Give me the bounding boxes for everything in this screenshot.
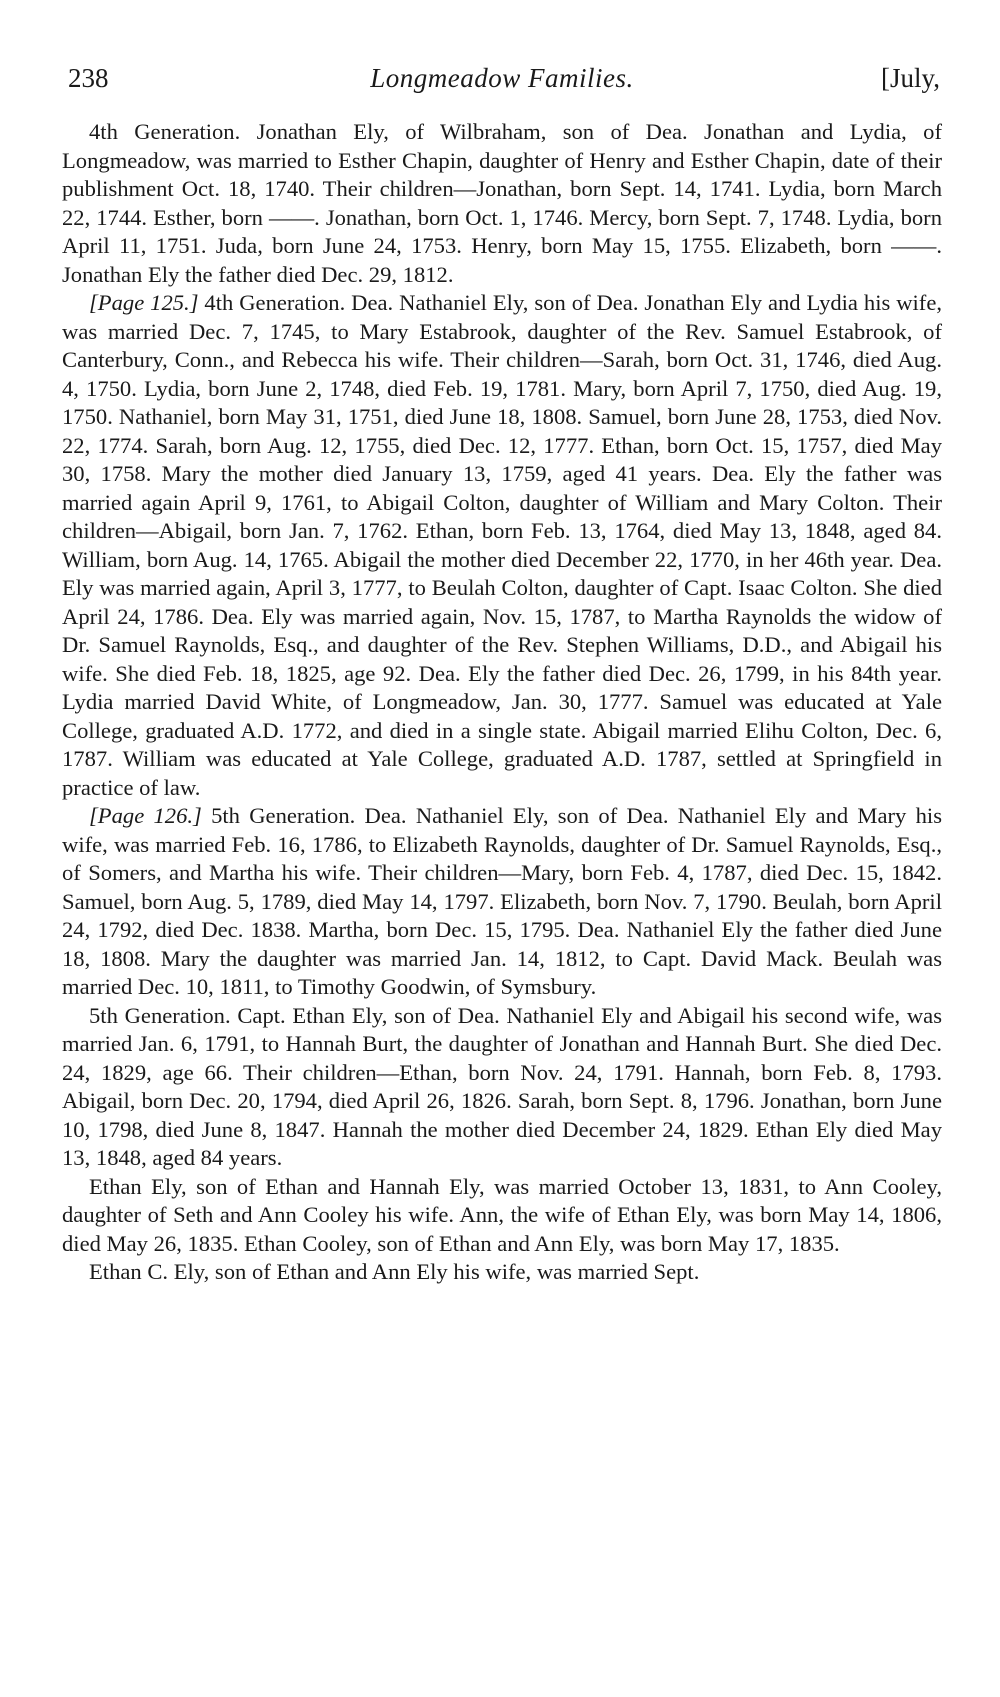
running-header [62,58,942,98]
paragraph-jonathan-ely [62,118,942,289]
paragraph-dea-nathaniel-ely-5th [62,802,942,1002]
running-month: [July, [881,63,940,93]
running-title: Longmeadow Families. [370,63,634,93]
paragraph-capt-ethan-ely [62,1002,942,1173]
page-reference: [Page 126.] [89,803,202,828]
paragraph-text: 4th Generation. Jonathan Ely, of Wilbraham, son of Dea. Jonathan and Lydia, of Longmeadow, was married to Esther Chapin, daughter of Henry and Esther Chapin, date of their publishment Oct. 18, 1740. Their children—Jonathan, born Sept. 14, 1741. Lydia, born March 22, 1744. Esther, born ——. Jonathan, born Oct. 1, 1746. Mercy, born Sept. 7, 1748. Lydia, born April 11, 1751. Juda, born June 24, 1753. Henry, born May 15, 1755. Elizabeth, born ——. Jonathan Ely the father died Dec. 29, 1812. [62,119,942,287]
paragraph-ethan-ely [62,1173,942,1259]
paragraph-text: Ethan C. Ely, son of Ethan and Ann Ely his wife, was married Sept. [89,1259,700,1284]
paragraph-dea-nathaniel-ely-4th [62,289,942,802]
paragraph-text: 5th Generation. Capt. Ethan Ely, son of Dea. Nathaniel Ely and Abigail his second wife, was married Jan. 6, 1791, to Hannah Burt, the daughter of Jonathan and Hannah Burt. She died Dec. 24, 1829, age 66. Their children—Ethan, born Nov. 24, 1791. Hannah, born Feb. 8, 1793. Abigail, born Dec. 20, 1794, died April 26, 1826. Sarah, born Sept. 8, 1796. Jonathan, born June 10, 1798, died June 8, 1847. Hannah the mother died December 24, 1829. Ethan Ely died May 13, 1848, aged 84 years. [62,1002,942,1170]
paragraph-text: Ethan Ely, son of Ethan and Hannah Ely, was married October 13, 1831, to Ann Cooley, daughter of Seth and Ann Cooley his wife. Ann, the wife of Ethan Ely, was born May 14, 1806, died May 26, 1835. Ethan Cooley, son of Ethan and Ann Ely, was born May 17, 1835. [62,1173,942,1256]
book-page [62,58,942,1287]
paragraph-ethan-c-ely [62,1258,942,1287]
page-reference: [Page 125.] [89,290,199,315]
paragraph-text: 4th Generation. Dea. Nathaniel Ely, son of Dea. Jonathan Ely and Lydia his wife, was married Dec. 7, 1745, to Mary Estabrook, daughter of the Rev. Samuel Estabrook, of Canterbury, Conn., and Rebecca his wife. Their children—Sarah, born Oct. 31, 1746, died Aug. 4, 1750. Lydia, born June 2, 1748, died Feb. 19, 1781. Mary, born April 7, 1750, died Aug. 19, 1750. Nathaniel, born May 31, 1751, died June 18, 1808. Samuel, born June 28, 1753, died Nov. 22, 1774. Sarah, born Aug. 12, 1755, died Dec. 12, 1777. Ethan, born Oct. 15, 1757, died May 30, 1758. Mary the mother died January 13, 1759, aged 41 years. Dea. Ely the father was married again April 9, 1761, to Abigail Colton, daughter of William and Mary Colton. Their children—Abigail, born Jan. 7, 1762. Ethan, born Feb. 13, 1764, died May 13, 1848, aged 84. William, born Aug. 14, 1765. Abigail the mother died December 22, 1770, in her 46th year. Dea. Ely was married again, April 3, 1777, to Beulah Colton, daughter of Capt. Isaac Colton. She died April 24, 1786. Dea. Ely was married again, Nov. 15, 1787, to Martha Raynolds the widow of Dr. Samuel Raynolds, Esq., and daughter of the Rev. Stephen Williams, D.D., and Abigail his wife. She died Feb. 18, 1825, age 92. Dea. Ely the father died Dec. 26, 1799, in his 84th year. Lydia married David White, of Longmeadow, Jan. 30, 1777. Samuel was educated at Yale College, graduated A.D. 1772, and died in a single state. Abigail married Elihu Colton, Dec. 6, 1787. William was educated at Yale College, graduated A.D. 1787, settled at Springfield in practice of law. [62,290,942,800]
page-number: 238 [68,63,109,93]
body-text [62,118,942,1287]
paragraph-text: 5th Generation. Dea. Nathaniel Ely, son of Dea. Nathaniel Ely and Mary his wife, was married Feb. 16, 1786, to Elizabeth Raynolds, daughter of Dr. Samuel Raynolds, Esq., of Somers, and Martha his wife. Their children—Mary, born Feb. 4, 1787, died Dec. 15, 1842. Samuel, born Aug. 5, 1789, died May 14, 1797. Elizabeth, born Nov. 7, 1790. Beulah, born April 24, 1792, died Dec. 1838. Martha, born Dec. 15, 1795. Dea. Nathaniel Ely the father died June 18, 1808. Mary the daughter was married Jan. 14, 1812, to Capt. David Mack. Beulah was married Dec. 10, 1811, to Timothy Goodwin, of Symsbury. [62,803,942,999]
